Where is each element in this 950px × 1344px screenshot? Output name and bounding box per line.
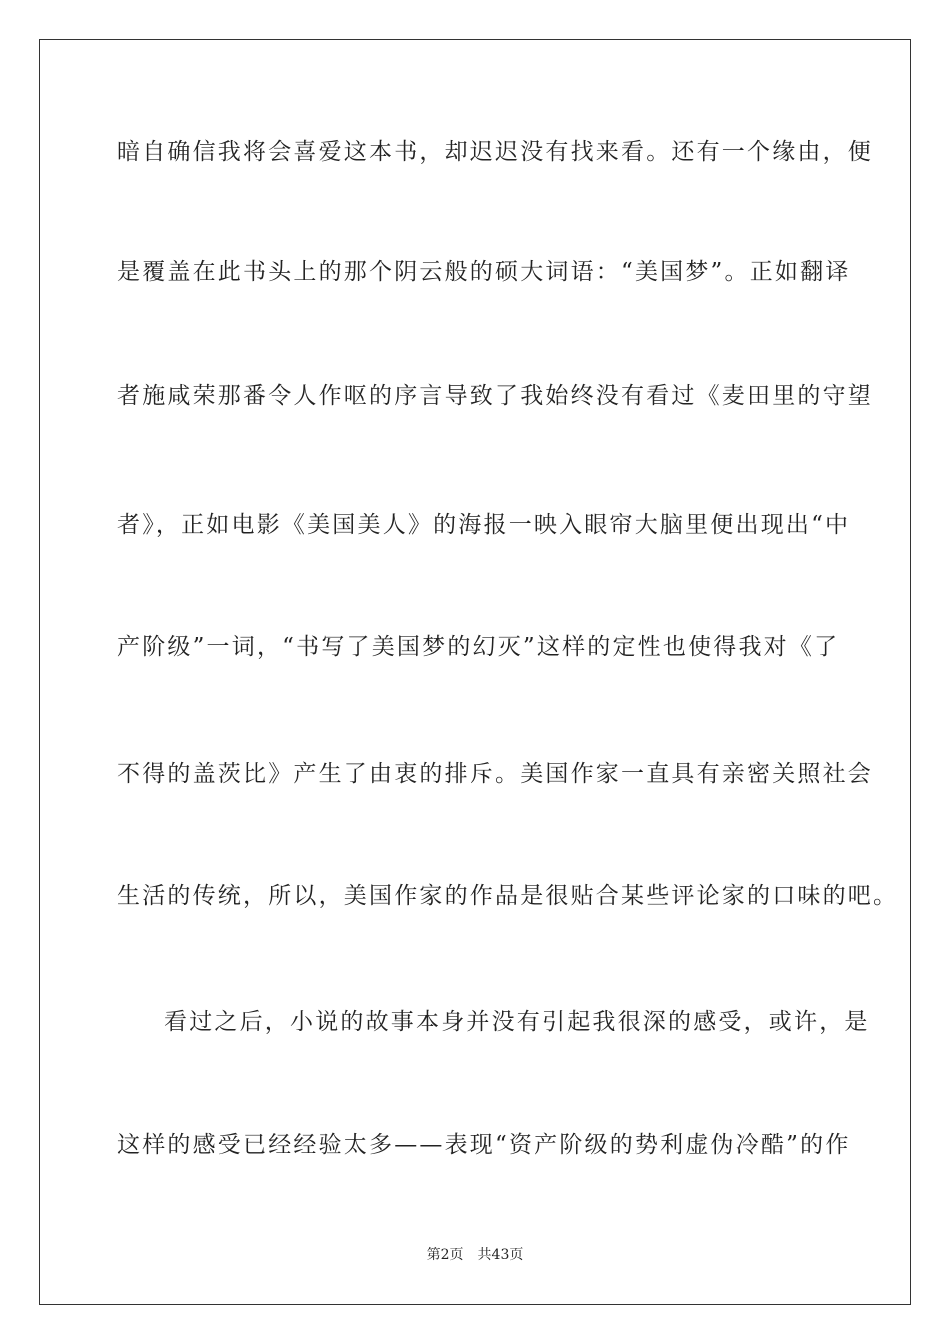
body-text-line: 不得的盖茨比》产生了由衷的排斥。美国作家一直具有亲密关照社会 [117, 761, 873, 787]
page-border [39, 39, 911, 1305]
body-text-line: 生活的传统，所以，美国作家的作品是很贴合某些评论家的口味的吧。 [117, 883, 899, 909]
page-footer [0, 1246, 950, 1264]
body-text-line: 者》，正如电影《美国美人》的海报一映入眼帘大脑里便出现出“中 [117, 512, 851, 538]
page-total: 共43页 [477, 1247, 524, 1263]
body-text-line: 暗自确信我将会喜爱这本书，却迟迟没有找来看。还有一个缘由，便 [117, 139, 873, 165]
body-text-line: 是覆盖在此书头上的那个阴云般的硕大词语：“美国梦”。正如翻译 [117, 259, 851, 285]
paragraph-first-line: 看过之后，小说的故事本身并没有引起我很深的感受，或许，是 [164, 1009, 870, 1035]
body-text-line: 者施咸荣那番令人作呕的序言导致了我始终没有看过《麦田里的守望 [117, 383, 873, 409]
page-number: 第2页 [426, 1247, 464, 1263]
body-text-line: 这样的感受已经经验太多——表现“资产阶级的势利虚伪冷酷”的作 [117, 1132, 851, 1158]
body-text-line: 产阶级”一词，“书写了美国梦的幻灭”这样的定性也使得我对《了 [117, 634, 840, 660]
